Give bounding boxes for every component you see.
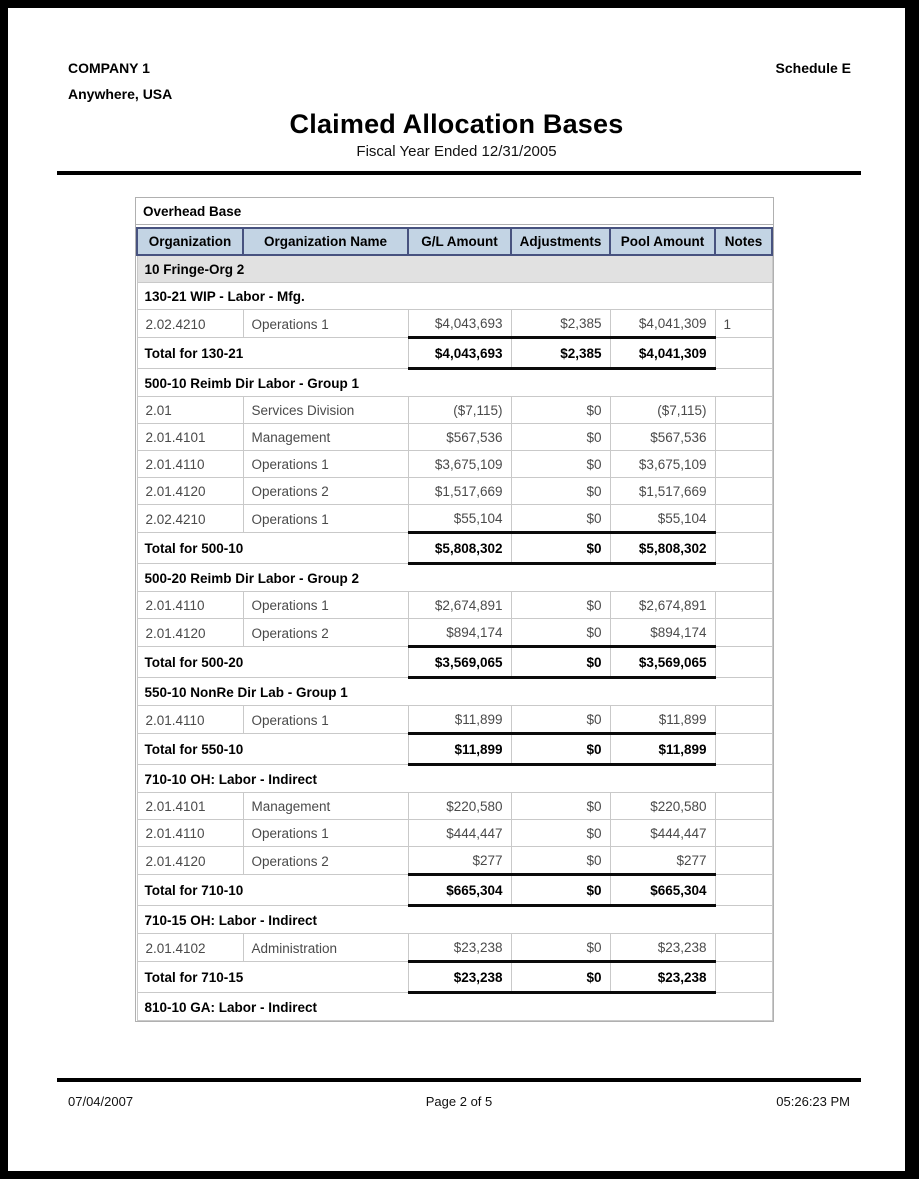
total-label: Total for 130-21 — [137, 338, 408, 369]
cell-notes — [715, 424, 772, 451]
cell-pool-amount: $23,238 — [610, 934, 715, 962]
group-header-label: 500-10 Reimb Dir Labor - Group 1 — [137, 369, 772, 397]
cell-organization-name: Operations 1 — [243, 451, 408, 478]
total-adjustments: $0 — [511, 734, 610, 765]
column-header-organization-name: Organization Name — [243, 228, 408, 255]
group-header-row — [137, 283, 772, 310]
cell-pool-amount: $894,174 — [610, 619, 715, 647]
cell-pool-amount: $4,041,309 — [610, 310, 715, 338]
cell-gl-amount: $1,517,669 — [408, 478, 511, 505]
cell-organization: 2.01.4110 — [137, 706, 243, 734]
cell-pool-amount: $444,447 — [610, 820, 715, 847]
column-header-pool-amount: Pool Amount — [610, 228, 715, 255]
total-label: Total for 710-15 — [137, 962, 408, 993]
org-group-row — [137, 255, 772, 283]
cell-notes — [715, 847, 772, 875]
detail-row — [137, 934, 772, 962]
detail-row — [137, 505, 772, 533]
cell-adjustments: $0 — [511, 451, 610, 478]
footer-time: 05:26:23 PM — [776, 1094, 850, 1109]
cell-pool-amount: $55,104 — [610, 505, 715, 533]
report-table-box — [135, 197, 774, 1022]
cell-adjustments: $0 — [511, 847, 610, 875]
cell-gl-amount: $894,174 — [408, 619, 511, 647]
table-body — [137, 255, 772, 1021]
group-header-row — [137, 369, 772, 397]
group-header-label: 810-10 GA: Labor - Indirect — [137, 993, 772, 1021]
group-total-row — [137, 533, 772, 564]
total-pool-amount: $11,899 — [610, 734, 715, 765]
cell-organization-name: Services Division — [243, 397, 408, 424]
total-pool-amount: $665,304 — [610, 875, 715, 906]
column-header-gl-amount: G/L Amount — [408, 228, 511, 255]
cell-gl-amount: $444,447 — [408, 820, 511, 847]
report-area — [135, 197, 774, 1022]
detail-row — [137, 793, 772, 820]
group-header-row — [137, 906, 772, 934]
cell-organization: 2.01 — [137, 397, 243, 424]
cell-notes — [715, 793, 772, 820]
total-gl-amount: $5,808,302 — [408, 533, 511, 564]
cell-gl-amount: $2,674,891 — [408, 592, 511, 619]
cell-notes — [715, 592, 772, 619]
column-header-notes: Notes — [715, 228, 772, 255]
cell-organization-name: Management — [243, 793, 408, 820]
cell-adjustments: $0 — [511, 706, 610, 734]
cell-organization-name: Administration — [243, 934, 408, 962]
cell-notes — [715, 734, 772, 765]
cell-adjustments: $0 — [511, 793, 610, 820]
total-pool-amount: $23,238 — [610, 962, 715, 993]
total-label: Total for 550-10 — [137, 734, 408, 765]
cell-notes — [715, 875, 772, 906]
group-header-row — [137, 993, 772, 1021]
cell-organization: 2.01.4120 — [137, 619, 243, 647]
cell-organization-name: Management — [243, 424, 408, 451]
column-header-organization: Organization — [137, 228, 243, 255]
total-gl-amount: $3,569,065 — [408, 647, 511, 678]
cell-adjustments: $0 — [511, 478, 610, 505]
total-adjustments: $0 — [511, 875, 610, 906]
cell-pool-amount: $220,580 — [610, 793, 715, 820]
schedule-label: Schedule E — [775, 60, 851, 76]
footer-date: 07/04/2007 — [68, 1094, 134, 1109]
cell-notes — [715, 338, 772, 369]
cell-gl-amount: $4,043,693 — [408, 310, 511, 338]
cell-pool-amount: $277 — [610, 847, 715, 875]
group-header-label: 710-15 OH: Labor - Indirect — [137, 906, 772, 934]
footer-page-number: Page 2 of 5 — [425, 1094, 493, 1109]
cell-gl-amount: $23,238 — [408, 934, 511, 962]
cell-organization-name: Operations 2 — [243, 847, 408, 875]
detail-row — [137, 847, 772, 875]
header-rule — [57, 171, 861, 175]
total-label: Total for 500-20 — [137, 647, 408, 678]
group-header-row — [137, 765, 772, 793]
total-gl-amount: $23,238 — [408, 962, 511, 993]
cell-organization-name: Operations 1 — [243, 310, 408, 338]
cell-gl-amount: $277 — [408, 847, 511, 875]
cell-notes — [715, 962, 772, 993]
cell-pool-amount: $11,899 — [610, 706, 715, 734]
cell-notes — [715, 533, 772, 564]
cell-adjustments: $0 — [511, 619, 610, 647]
cell-pool-amount: $3,675,109 — [610, 451, 715, 478]
total-gl-amount: $11,899 — [408, 734, 511, 765]
group-header-row — [137, 678, 772, 706]
cell-gl-amount: $55,104 — [408, 505, 511, 533]
total-adjustments: $0 — [511, 962, 610, 993]
cell-notes — [715, 820, 772, 847]
total-label: Total for 500-10 — [137, 533, 408, 564]
cell-organization-name: Operations 1 — [243, 592, 408, 619]
masthead — [8, 8, 905, 76]
detail-row — [137, 619, 772, 647]
cell-organization: 2.01.4110 — [137, 592, 243, 619]
detail-row — [137, 397, 772, 424]
column-header-adjustments: Adjustments — [511, 228, 610, 255]
cell-organization: 2.01.4102 — [137, 934, 243, 962]
cell-organization: 2.01.4110 — [137, 451, 243, 478]
cell-pool-amount: $1,517,669 — [610, 478, 715, 505]
detail-row — [137, 310, 772, 338]
cell-pool-amount: ($7,115) — [610, 397, 715, 424]
cell-organization-name: Operations 1 — [243, 820, 408, 847]
detail-row — [137, 451, 772, 478]
company-location: Anywhere, USA — [68, 86, 173, 102]
group-total-row — [137, 875, 772, 906]
total-label: Total for 710-10 — [137, 875, 408, 906]
cell-organization-name: Operations 2 — [243, 619, 408, 647]
group-header-label: 710-10 OH: Labor - Indirect — [137, 765, 772, 793]
org-group-label: 10 Fringe-Org 2 — [137, 255, 772, 283]
total-adjustments: $0 — [511, 647, 610, 678]
cell-notes — [715, 619, 772, 647]
footer-rule — [57, 1078, 861, 1082]
cell-gl-amount: $220,580 — [408, 793, 511, 820]
group-header-label: 130-21 WIP - Labor - Mfg. — [137, 283, 772, 310]
table-header-row — [137, 228, 772, 255]
detail-row — [137, 478, 772, 505]
page-subtitle: Fiscal Year Ended 12/31/2005 — [356, 143, 557, 160]
group-total-row — [137, 647, 772, 678]
cell-gl-amount: $567,536 — [408, 424, 511, 451]
allocation-table — [136, 227, 773, 1021]
page-footer — [57, 1078, 861, 1109]
report-page — [8, 8, 905, 1171]
cell-gl-amount: ($7,115) — [408, 397, 511, 424]
group-total-row — [137, 338, 772, 369]
group-total-row — [137, 962, 772, 993]
cell-adjustments: $0 — [511, 397, 610, 424]
cell-organization: 2.01.4120 — [137, 847, 243, 875]
cell-adjustments: $0 — [511, 505, 610, 533]
cell-notes — [715, 478, 772, 505]
group-header-row — [137, 564, 772, 592]
cell-organization: 2.01.4110 — [137, 820, 243, 847]
cell-organization-name: Operations 1 — [243, 706, 408, 734]
total-pool-amount: $5,808,302 — [610, 533, 715, 564]
cell-adjustments: $0 — [511, 934, 610, 962]
cell-notes — [715, 647, 772, 678]
total-adjustments: $0 — [511, 533, 610, 564]
cell-organization: 2.01.4101 — [137, 424, 243, 451]
cell-notes — [715, 505, 772, 533]
cell-notes: 1 — [715, 310, 772, 338]
detail-row — [137, 592, 772, 619]
cell-organization: 2.02.4210 — [137, 505, 243, 533]
cell-gl-amount: $3,675,109 — [408, 451, 511, 478]
detail-row — [137, 820, 772, 847]
total-gl-amount: $665,304 — [408, 875, 511, 906]
cell-adjustments: $0 — [511, 820, 610, 847]
cell-adjustments: $0 — [511, 592, 610, 619]
cell-organization-name: Operations 1 — [243, 505, 408, 533]
cell-notes — [715, 397, 772, 424]
total-pool-amount: $4,041,309 — [610, 338, 715, 369]
group-header-label: 500-20 Reimb Dir Labor - Group 2 — [137, 564, 772, 592]
cell-pool-amount: $567,536 — [610, 424, 715, 451]
cell-notes — [715, 934, 772, 962]
total-pool-amount: $3,569,065 — [610, 647, 715, 678]
total-adjustments: $2,385 — [511, 338, 610, 369]
cell-organization-name: Operations 2 — [243, 478, 408, 505]
cell-adjustments: $0 — [511, 424, 610, 451]
total-gl-amount: $4,043,693 — [408, 338, 511, 369]
section-title: Overhead Base — [136, 198, 773, 225]
company-name: COMPANY 1 — [68, 60, 150, 76]
detail-row — [137, 706, 772, 734]
cell-gl-amount: $11,899 — [408, 706, 511, 734]
group-total-row — [137, 734, 772, 765]
cell-organization: 2.01.4120 — [137, 478, 243, 505]
cell-notes — [715, 706, 772, 734]
cell-pool-amount: $2,674,891 — [610, 592, 715, 619]
detail-row — [137, 424, 772, 451]
group-header-label: 550-10 NonRe Dir Lab - Group 1 — [137, 678, 772, 706]
cell-notes — [715, 451, 772, 478]
cell-organization: 2.02.4210 — [137, 310, 243, 338]
cell-adjustments: $2,385 — [511, 310, 610, 338]
page-title: Claimed Allocation Bases — [289, 109, 624, 139]
cell-organization: 2.01.4101 — [137, 793, 243, 820]
